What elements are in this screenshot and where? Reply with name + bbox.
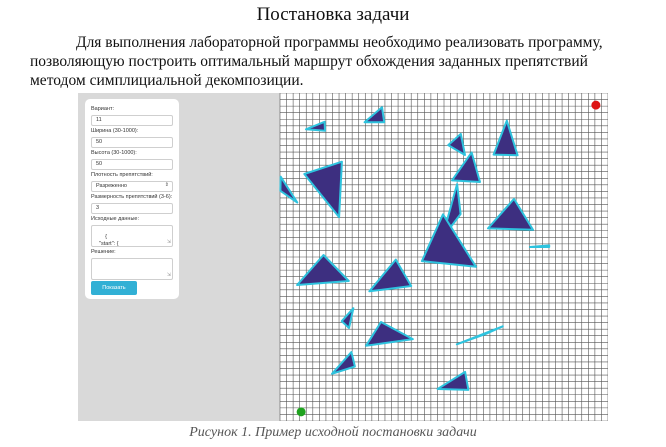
figure-screenshot xyxy=(78,93,608,421)
start-point xyxy=(297,407,306,416)
density-select[interactable] xyxy=(91,181,173,192)
input-data-text: { "start": { xyxy=(99,234,119,247)
heading: Постановка задачи xyxy=(256,4,410,25)
solution-textarea[interactable] xyxy=(91,258,173,280)
size-label: Размерность препятствий (3-6): xyxy=(91,194,173,200)
variant-input[interactable]: 11 xyxy=(91,115,173,126)
obstacle-map[interactable] xyxy=(278,93,608,421)
size-input[interactable]: 3 xyxy=(91,203,173,214)
solution-label: Решение: xyxy=(91,249,116,255)
width-input[interactable]: 50 xyxy=(91,137,173,148)
height-label: Высота (30-1000): xyxy=(91,150,137,156)
variant-label: Вариант: xyxy=(91,106,115,112)
show-button[interactable]: Показать xyxy=(91,281,137,295)
settings-panel xyxy=(85,99,179,299)
width-label: Ширина (30-1000): xyxy=(91,128,139,134)
goal-point xyxy=(591,101,600,110)
density-value: Разреженно xyxy=(96,183,127,189)
chevron-updown-icon: ⇕ xyxy=(164,182,169,188)
density-label: Плотность препятствий: xyxy=(91,172,153,178)
input-data-label: Исходные данные: xyxy=(91,216,139,222)
resize-grip-icon[interactable]: ⇲ xyxy=(166,239,171,245)
map-area[interactable] xyxy=(278,93,608,421)
figure-caption: Рисунок 1. Пример исходной постановки задачи xyxy=(189,425,477,440)
input-data-textarea[interactable] xyxy=(91,225,173,247)
paragraph: Для выполнения лабораторной программы необходимо реализовать программу, позволяющую построить оптимальный маршрут обхождения заданных препятствий методом симплициальной декомпозиции. xyxy=(30,34,603,89)
height-input[interactable]: 50 xyxy=(91,159,173,170)
resize-grip-icon[interactable]: ⇲ xyxy=(166,272,171,278)
